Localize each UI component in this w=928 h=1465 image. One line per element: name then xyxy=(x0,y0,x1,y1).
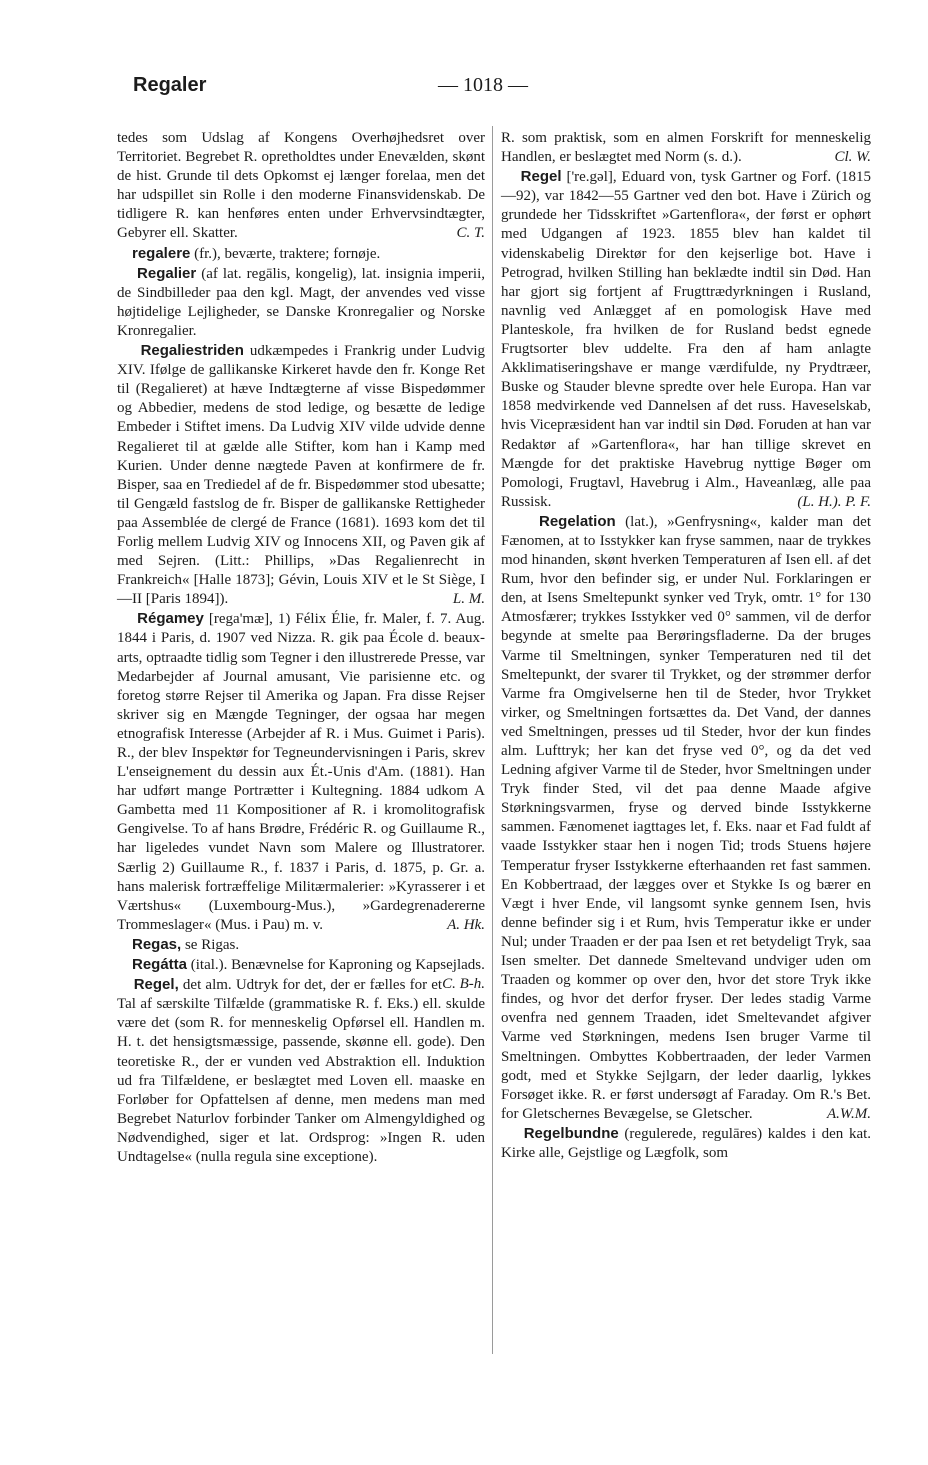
entry-text: se Rigas. xyxy=(184,936,240,953)
entry-signature: L. M. xyxy=(452,591,485,608)
entry-text: (fr.), beværte, traktere; fornøje. xyxy=(194,245,381,262)
page-header xyxy=(133,74,878,106)
entry-text: udkæmpedes i Frankrig under Ludvig XIV. Ifølge de gallikanske Kirkeret havde den fr. Konge Ret til (Regalieret) at hæve Indtægterne af visse Bispedømmer og Abbedier, medens de stod ledige, og besætte de ledige Embeder i Stiftet imens. Da Ludvig XIV vilde udvide denne Regalieret til at gælde alle Stifter, kom han i Kamp med Kurien. Under denne nægtede Paven at konfirmere de fr. Bisper, saa en Trediedel af de fr. Bispedømmer stod ubesatte; til Gengæld fastslog de fr. Bisper de gallikanske Rettigheder paa Assemblée de clergé de France (1681). 1693 kom det til Forlig mellem Ludvig XIV og Innocens XII, og Paven gik af med Sejren. (Litt.: Phillips, »Das Regalienrecht in Frankreich« [Halle 1873]; Gévin, Louis XIV et le St Siège, I—II [Paris 1894]). xyxy=(117,343,486,608)
entry xyxy=(117,128,485,244)
entry-text: (regulerede, regulāres) kaldes i den kat. Kirke alle, Gejstlige og Lægfolk, som xyxy=(501,1125,872,1161)
entry-text: ['re.gəl], Eduard von, tysk Gartner og Forf. (1815—92), var 1842—55 Gartner ved den bot. Have i Zürich og grundede her Tidsskriftet »Gartenflora«, der først er ophørt med Udgangen af 1923. 1855 blev han kaldet til videnskabelig Direktør for den kejserlige bot. Have i Petrograd, hvilken Stilling han beklædte indtil sin Død. Han har gjort sig fortjent af Frugttrædyrkningen i Rusland, navnlig ved Anlægget af en pomologisk Have med Planteskole, fra hvilken de for Rusland bedst egnede Frugtsorter blev uddelte. Fra den af ham anlagte Akklimatiseringshave er mange værdifulde, ny Prydtræer, Buske og Stauder blevne spredte over hele Europa. Han var 1858 medvirkende ved Dannelsen af det russ. Haveselskab, hvis Vicepræsident han var indtil sin Død. Foruden at han var Redaktør af »Gartenflora«, har han tillige skrevet en Mængde for det praktiske Havebrug nyttige Bøger om Pomologi, Frugtavl, Havebrug i Alm., Haveanlæg, alle paa Russisk. xyxy=(501,169,872,510)
entry-text: (ital.). Benævnelse for Kaproning og Kapsejlads. xyxy=(190,957,485,974)
entry-text: det alm. Udtryk for det, der er fælles for et Tal af særskilte Tilfælde (grammatiske R. f. Eks.) ell. skulde være det (som R. for menneskelig Opførsel ell. Handlen m. H. t. det hensigtsmæssige, passende, skønne ell. gode). Den teoretiske R., der er vunden ved Abstraktion ell. Induktion ud fra Tilfældene, er beslægtet med Loven ell. maaske en Forløber for Opfattelsen af denne, men medens man med Begrebet Naturlov forbinder Tanker om Almengyldighed og Nødvendighed, siger et lat. Ordsprog: »Ingen R. uden Undtagelse« (nulla regula sine exceptione). xyxy=(117,977,485,1165)
entry-headword: Regaliestriden xyxy=(140,342,244,360)
entry-headword: Regalier xyxy=(137,264,197,282)
entry xyxy=(501,128,871,167)
entry xyxy=(117,244,485,264)
entry xyxy=(117,975,485,1167)
entry-headword: Regas, xyxy=(132,935,182,953)
entry-signature: A. Hk. xyxy=(447,916,485,933)
entry xyxy=(117,341,485,609)
entry xyxy=(117,264,485,341)
entry-signature: Cl. W. xyxy=(834,149,871,166)
entry-text: tedes som Udslag af Kongens Overhøjhedsret over Territoriet. Begrebet R. opretholdtes under Enevælden, skønt de hist. Grunde til dets Opkomst ej længer forelaa, men det har udspillet sin Rolle i den moderne Finansvidenskab. De tidligere R. kan henføres enten under Erhvervsindtægter, Gebyrer ell. Skatter. xyxy=(117,130,485,242)
entry-text: [rega'mæ], 1) Félix Élie, fr. Maler, f. 7. Aug. 1844 i Paris, d. 1907 ved Nizza. R. gik paa École d. beaux-arts, optraadte tidlig som Tegner i den illustrerede Presse, var Medarbejder af Journal amusant, Vie parisienne etc. og foretog større Rejser til Amerika og Japan. Fra disse Rejser skriver sig en Mængde Tegninger, der ogsaa har megen etnografisk Interesse (Arbejder af R. i Mus. Guimet i Paris). R., der blev Inspektør for Tegneundervisningen i Paris, skrev L'enseignement du dessin aux Ét.-Unis d'Am. (1881). Han har udført mange Portrætter i Kultegning. 1884 udkom A Gambetta med 11 Kompositioner af R. i kromolitografisk Gengivelse. To af hans Brødre, Frédéric R. og Guillaume R., har ligeledes vundet Navn som Malere og Illustratorer. Særlig 2) Guillaume R., f. 1837 i Paris, d. 1875, p. Gr. a. hans malerisk fortræffelige Militærmalerier: »Kyrasserer i et Værtshus« (Luxembourg-Mus.), »Gardegrenadererne Trommeslager« (Mus. i Pau) m. v. xyxy=(117,611,486,933)
column-divider xyxy=(492,126,493,1354)
entry-signature: C. B-h. xyxy=(442,976,485,993)
entry xyxy=(501,512,871,1124)
entry-headword: Régamey xyxy=(137,610,204,628)
entry-signature: (L. H.). P. F. xyxy=(797,493,871,510)
entry-headword: Regel, xyxy=(133,976,179,994)
entry-headword: Regel xyxy=(520,168,562,186)
left-column xyxy=(117,128,485,1167)
entry-signature: C. T. xyxy=(456,225,485,242)
entry xyxy=(501,167,871,512)
entry-signature: A.W.M. xyxy=(826,1105,871,1122)
entry xyxy=(117,609,485,935)
entry-text: (af lat. regālis, kongelig), lat. insignia imperii, de Sindbilleder paa den kgl. Magt, der anvendes ved visse højtidelige Lejligheder, se Danske Kronregalier og Norske Kronregalier. xyxy=(117,265,485,339)
entry xyxy=(117,935,485,955)
right-column xyxy=(501,128,871,1163)
page-number: — 1018 — xyxy=(438,74,528,96)
entry-text: (lat.), »Genfrysning«, kalder man det Fænomen, at to Isstykker kan fryse sammen, naar de trykkes mod hinanden, skønt hverken Temperaturen af Isen ell. af det Rum, hvor den befinder sig, er under Nul. Forklaringen er den, at Isens Smeltepunkt synker ved Tryk, omtr. 1° for 130 Atmosfærer; trykkes Isstykker ved 0° sammen, vil de derfor begynde at smelte paa Berøringsfladerne. Da der bruges Varme til Smeltningen, synker Temperaturen ned til det Smeltepunkt, der svarer til Trykket, og der strømmer derfor Varme fra Omgivelserne hen til de Steder, hvor Trykket virker, og Smeltningen fortsættes da. Det Vand, der dannes ved Smeltningen, presses ud til Steder, hvor der kun findes alm. Lufttryk; her kan det fryse ved 0°, og da det ved Ledning afgiver Varme til de Steder, hvor Smeltningen under Tryk finder Sted, vil det paa denne Maade afgive Størkningsvarmen, fryse og derved binde Isstykkerne sammen. Fænomenet iagttages let, f. Eks. naar et Fad fuldt af vaade Isstykker staar hen i nogen Tid; trods Stuens højere Temperatur fryser Isstykkerne efterhaanden ret fast sammen. En Kobbertraad, der lægges over et Stykke Is og bærer en Vægt i hver Ende, vil langsomt synke gennem Isen, hvis denne befinder sig i et Rum, hvis Temperatur ikke er under Nul; under Traaden er der paa Isen et ret betydeligt Tryk, saa Isen smelter. Det dannede Smeltevand undviger uden om Traaden og kommer op over den, hvor det store Tryk ikke findes, og hvor det derfor fryser. Der ledes stadig Varme ovenfra ned gennem Traaden, idet Smeltevandet afgiver Varme ved Størkningen, medens Isen bruger Varme til Smeltningen. Ombyttes Kobbertraaden, der leder Varmen godt, med et Stykke Sejlgarn, der leder daarlig, lykkes Forsøget ikke. R. er først undersøgt af Faraday. Om R.'s Bet. for Gletschernes Bevægelse, se Gletscher. xyxy=(501,513,871,1122)
entry-headword: Regátta xyxy=(132,956,188,974)
entry-text: R. som praktisk, som en almen Forskrift for menneskelig Handlen, er beslægtet med Norm (s. d.). xyxy=(501,130,871,166)
entry-headword: Regelbundne xyxy=(523,1124,619,1142)
running-title: Regaler xyxy=(133,74,207,96)
entry-headword: Regelation xyxy=(538,512,616,530)
entry-headword: regalere xyxy=(132,244,191,262)
entry xyxy=(501,1124,871,1163)
